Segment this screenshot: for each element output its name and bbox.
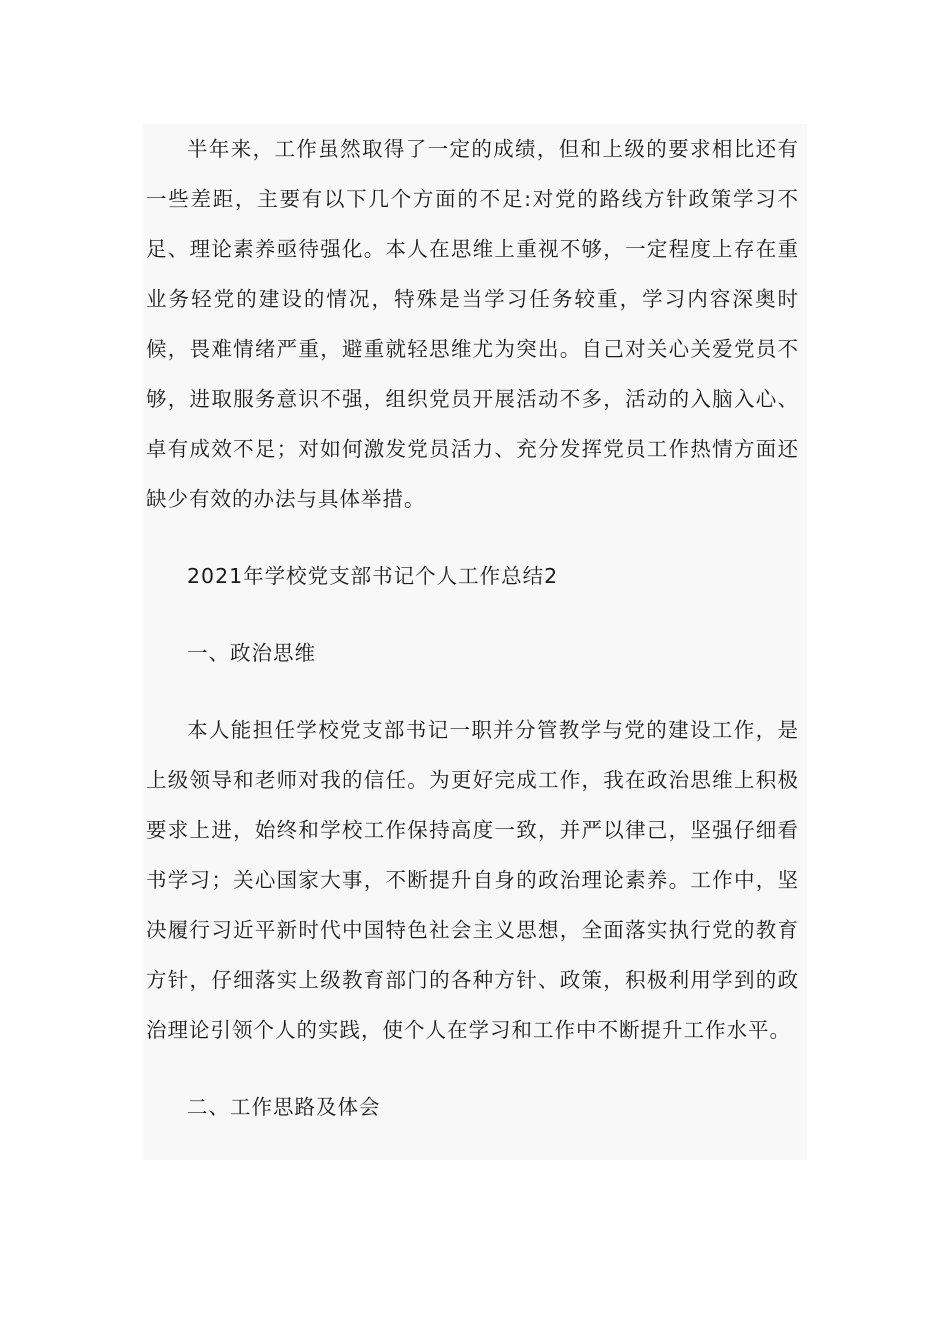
section-heading-work-ideas: 二、工作思路及体会 bbox=[187, 1095, 381, 1119]
spacer bbox=[146, 524, 799, 551]
spacer bbox=[146, 1055, 799, 1082]
spacer bbox=[146, 678, 799, 705]
section-heading-political: 一、政治思维 bbox=[187, 641, 316, 665]
document-title: 2021年学校党支部书记个人工作总结2 bbox=[187, 564, 559, 588]
paragraph-shortcomings: 半年来，工作虽然取得了一定的成绩，但和上级的要求相比还有一些差距，主要有以下几个方面的不足:对党的路线方针政策学习不足、理论素养亟待强化。本人在思维上重视不够，一定程度上存在重业务轻党的建设的情况，特殊是当学习任务较重，学习内容深奥时候，畏难情绪严重，避重就轻思维尤为突出。自己对关心关爱党员不够，进取服务意识不强，组织党员开展活动不多，活动的入脑入心、卓有成效不足；对如何激发党员活力、充分发挥党员工作热情方面还缺少有效的办法与具体举措。 bbox=[146, 137, 799, 511]
paragraph-political-thinking: 本人能担任学校党支部书记一职并分管教学与党的建设工作，是上级领导和老师对我的信任。为更好完成工作，我在政治思维上积极要求上进，始终和学校工作保持高度一致，并严以律己，坚强仔细看书学习；关心国家大事，不断提升自身的政治理论素养。工作中，坚决履行习近平新时代中国特色社会主义思想，全面落实执行党的教育方针，仔细落实上级教育部门的各种方针、政策，积极利用学到的政治理论引领个人的实践，使个人在学习和工作中不断提升工作水平。 bbox=[146, 718, 799, 1042]
spacer bbox=[146, 601, 799, 628]
document-body bbox=[143, 124, 807, 1160]
